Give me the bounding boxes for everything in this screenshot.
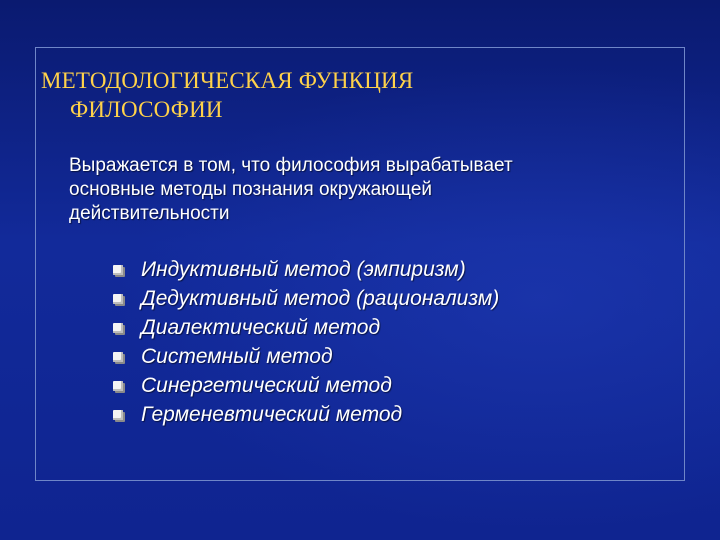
method-label: Дедуктивный метод (рационализм) <box>141 286 500 310</box>
square-bullet-icon <box>113 410 123 420</box>
square-bullet-icon <box>113 265 123 275</box>
list-item <box>113 400 499 429</box>
square-bullet-icon <box>113 323 123 333</box>
square-bullet-icon <box>113 381 123 391</box>
methods-list <box>113 255 499 429</box>
method-label: Синергетический метод <box>141 373 392 397</box>
title-line-2: ФИЛОСОФИИ <box>70 97 223 122</box>
intro-text <box>69 154 649 226</box>
list-item <box>113 284 499 313</box>
intro-line-2: основные методы познания окружающей <box>69 179 433 200</box>
list-item <box>113 342 499 371</box>
method-label: Системный метод <box>141 344 333 368</box>
square-bullet-icon <box>113 352 123 362</box>
intro-line-3: действительности <box>69 203 230 224</box>
intro-line-1: Выражается в том, что философия вырабатывает <box>69 155 513 176</box>
list-item <box>113 255 499 284</box>
list-item <box>113 313 499 342</box>
method-label: Индуктивный метод (эмпиризм) <box>141 257 466 281</box>
title-line-1: МЕТОДОЛОГИЧЕСКАЯ ФУНКЦИЯ <box>41 68 414 93</box>
square-bullet-icon <box>113 294 123 304</box>
slide-title <box>41 66 413 124</box>
method-label: Диалектический метод <box>141 315 381 339</box>
method-label: Герменевтический метод <box>141 402 403 426</box>
list-item <box>113 371 499 400</box>
